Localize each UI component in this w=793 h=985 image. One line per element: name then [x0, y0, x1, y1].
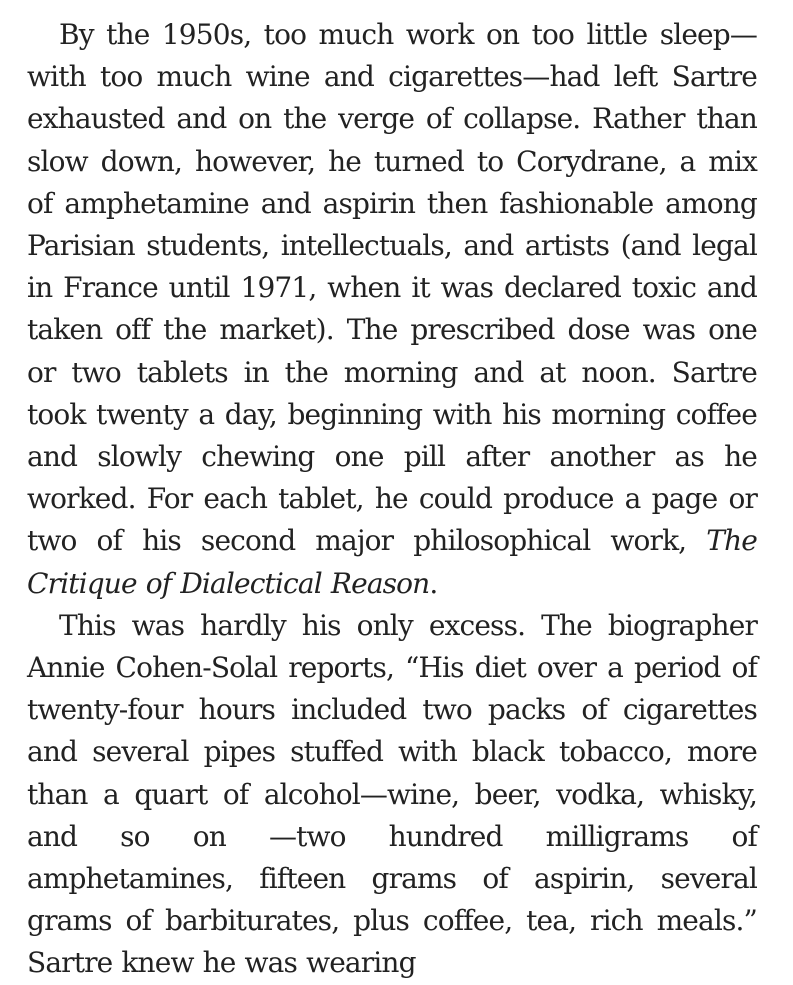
paragraph-2-text: This was hardly his only excess. The biographer Annie Cohen-Solal reports, “His diet over a period of twenty-four hours included two packs of cigarettes and several pipes stuffed with black tobacco, more than a quart of alcohol—wine, beer, vodka, whisky, and so on —two hundred milligrams of amphetamines, fifteen grams of aspirin, several grams of barbiturates, plus coffee, tea, rich meals.” Sartre knew he was wearing — [27, 608, 757, 980]
paragraph-sartre-corydrane — [27, 14, 757, 605]
book-page — [27, 14, 757, 985]
book-title-critique: The Critique of Dialectical Reason — [27, 524, 757, 600]
paragraph-sartre-excess — [27, 605, 757, 985]
paragraph-1-end: . — [429, 566, 438, 600]
paragraph-1-text: By the 1950s, too much work on too little sleep—with too much wine and cigarettes—had left Sartre exhausted and on the verge of collapse. Rather than slow down, however, he turned to Corydrane, a mix of amphetamine and aspirin then fashionable among Parisian students, intellectuals, and artists (and legal in France until 1971, when it was declared toxic and taken off the market). The prescribed dose was one or two tablets in the morning and at noon. Sartre took twenty a day, beginning with his morning coffee and slowly chewing one pill after another as he worked. For each tablet, he could produce a page or two of his second major philosophical work, — [27, 18, 757, 558]
